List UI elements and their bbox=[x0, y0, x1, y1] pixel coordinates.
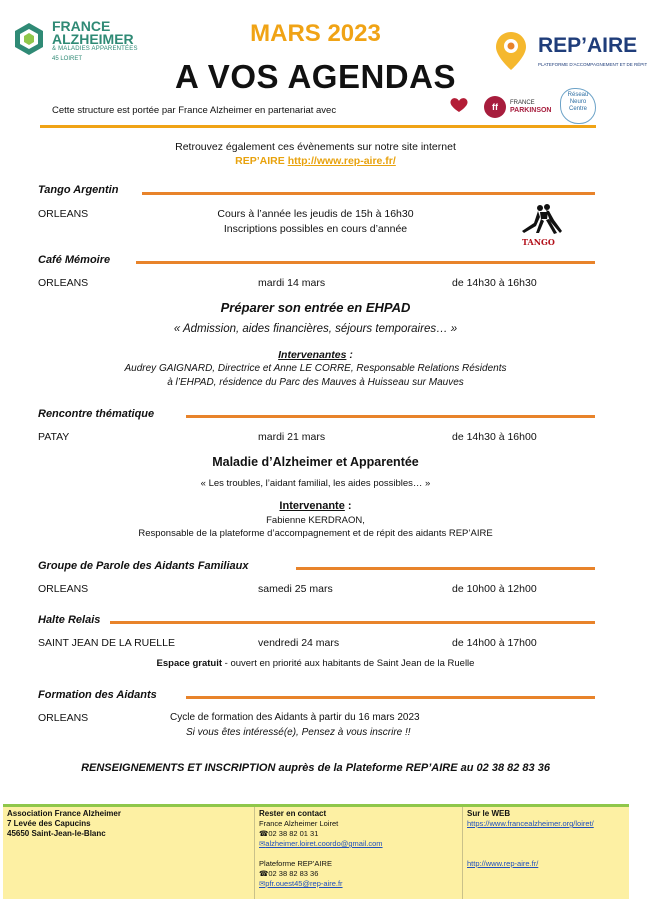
section-rule-tango bbox=[142, 192, 595, 195]
rencontre-speaker-label: Intervenante bbox=[279, 500, 345, 512]
reseau-line1: Réseau bbox=[567, 92, 589, 98]
page-title: A VOS AGENDAS bbox=[175, 58, 456, 95]
footer-col-association bbox=[3, 807, 255, 899]
footer bbox=[3, 804, 629, 899]
france-parkinson-logo bbox=[484, 96, 554, 120]
groupe-time: de 10h00 à 12h00 bbox=[452, 583, 537, 595]
cafe-theme: Préparer son entrée en EHPAD bbox=[220, 300, 411, 315]
cafe-speakers-line1: Audrey GAIGNARD, Directrice et Anne LE CORRE, Responsable Relations Résidents bbox=[124, 363, 507, 374]
heart-icon bbox=[446, 97, 472, 113]
section-rule-halte bbox=[110, 621, 595, 624]
section-title-formation: Formation des Aidants bbox=[38, 689, 157, 701]
reseau-neuro-centre-logo bbox=[560, 88, 596, 124]
header-divider bbox=[40, 125, 596, 128]
halte-note bbox=[0, 658, 631, 669]
footer-mail2-link[interactable]: ✉ pfr.ouest45@rep-aire.fr bbox=[259, 879, 458, 889]
footer-col-contact bbox=[255, 807, 463, 899]
tango-line1: Cours à l’année les jeudis de 15h à 16h30 bbox=[217, 208, 414, 220]
rencontre-speaker-line1: Fabienne KERDRAON, bbox=[266, 515, 365, 526]
rencontre-time: de 14h30 à 16h00 bbox=[452, 431, 537, 443]
footer-address-line2: 45650 Saint-Jean-le-Blanc bbox=[7, 829, 106, 838]
footer-contact-head: Rester en contact bbox=[259, 809, 327, 818]
rencontre-subtitle: « Les troubles, l’aidant familial, les aides possibles… » bbox=[200, 478, 431, 489]
rep-aire-logo bbox=[494, 28, 647, 78]
fp-small: FRANCE bbox=[510, 100, 535, 106]
tango-label: TANGO bbox=[522, 237, 555, 247]
fa-logo-line1: FRANCE bbox=[52, 18, 111, 34]
cafe-speakers-label: Intervenantes bbox=[278, 349, 347, 361]
rencontre-theme: Maladie d’Alzheimer et Apparentée bbox=[212, 455, 419, 469]
rep-aire-pin-icon bbox=[494, 30, 528, 72]
fa-logo-sub: & MALADIES APPARENTÉES bbox=[52, 46, 138, 52]
footer-phone2: ☎ 02 38 82 83 36 bbox=[259, 869, 458, 879]
france-parkinson-emblem-icon: ff bbox=[484, 96, 506, 118]
footer-org1: France Alzheimer Loiret bbox=[259, 819, 339, 828]
cafe-speakers-line2: à l’EHPAD, résidence du Parc des Mauves à Huisseau sur Mauves bbox=[167, 377, 464, 388]
reseau-line2: Neuro bbox=[569, 99, 587, 105]
intro-line: Retrouvez également ces évènements sur notre site internet bbox=[175, 141, 456, 153]
fa-logo-line2: ALZHEIMER bbox=[52, 31, 134, 47]
tango-city: ORLEANS bbox=[38, 208, 89, 220]
cafe-time: de 14h30 à 16h30 bbox=[452, 277, 537, 289]
footer-web-head: Sur le WEB bbox=[467, 809, 511, 818]
section-rule-formation bbox=[186, 696, 595, 699]
formation-line1: Cycle de formation des Aidants à partir du 16 mars 2023 bbox=[170, 712, 420, 723]
halte-note-bold: Espace gratuit bbox=[156, 658, 223, 669]
rencontre-city: PATAY bbox=[38, 431, 70, 443]
portage-statement: Cette structure est portée par France Alzheimer en partenariat avec bbox=[52, 105, 337, 116]
cafe-date: mardi 14 mars bbox=[258, 277, 326, 289]
halte-time: de 14h00 à 17h00 bbox=[452, 637, 537, 649]
tango-line2: Inscriptions possibles en cours d’année bbox=[223, 223, 408, 235]
rep-aire-tagline: PLATEFORME D'ACCOMPAGNEMENT ET DE RÉPIT bbox=[538, 62, 647, 67]
intro-link-line bbox=[0, 154, 631, 168]
intro-url-link[interactable]: http://www.rep-aire.fr/ bbox=[287, 155, 396, 167]
footer-spacer bbox=[259, 849, 458, 859]
halte-date: vendredi 24 mars bbox=[258, 637, 340, 649]
section-title-rencontre: Rencontre thématique bbox=[38, 408, 155, 420]
section-title-tango: Tango Argentin bbox=[38, 184, 119, 196]
cafe-speakers-colon: : bbox=[346, 349, 353, 361]
section-rule-rencontre bbox=[186, 415, 595, 418]
france-parkinson-text bbox=[510, 100, 551, 115]
footer-url2-link[interactable]: http://www.rep-aire.fr/ bbox=[467, 859, 539, 868]
footer-col-web bbox=[463, 807, 629, 899]
footer-association-head: Association France Alzheimer bbox=[7, 809, 121, 818]
footer-mail1-link[interactable]: ✉ alzheimer.loiret.coordo@gmail.com bbox=[259, 839, 458, 849]
fp-big: PARKINSON bbox=[510, 107, 552, 114]
tango-dancers-icon bbox=[514, 203, 570, 237]
footer-address-line1: 7 Levée des Capucins bbox=[7, 819, 91, 828]
reseau-text bbox=[562, 92, 594, 113]
rep-aire-name: REP’AIRE bbox=[538, 34, 638, 57]
intro bbox=[0, 140, 631, 168]
section-title-groupe: Groupe de Parole des Aidants Familiaux bbox=[38, 560, 249, 572]
footer-org2: Plateforme REP’AIRE bbox=[259, 859, 332, 868]
intro-rep: REP’AIRE bbox=[235, 155, 285, 167]
groupe-date: samedi 25 mars bbox=[258, 583, 333, 595]
section-rule-cafe bbox=[136, 261, 595, 264]
reseau-line3: Centre bbox=[568, 106, 587, 112]
cafe-speakers-heading bbox=[0, 349, 631, 361]
footer-phone1: ☎ 02 38 82 01 31 bbox=[259, 829, 458, 839]
cafe-subtitle: « Admission, aides financières, séjours temporaires… » bbox=[173, 323, 458, 335]
formation-city: ORLEANS bbox=[38, 712, 89, 724]
halte-city: SAINT JEAN DE LA RUELLE bbox=[38, 637, 175, 649]
partner-logo-heart bbox=[446, 97, 472, 119]
halte-note-rest: - ouvert en priorité aux habitants de Saint Jean de la Ruelle bbox=[222, 658, 475, 669]
footer-web-spacer bbox=[467, 829, 625, 859]
groupe-city: ORLEANS bbox=[38, 583, 89, 595]
section-rule-groupe bbox=[296, 567, 595, 570]
formation-line2: Si vous êtes intéressé(e), Pensez à vous inscrire !! bbox=[186, 727, 411, 738]
rencontre-speaker-line2: Responsable de la plateforme d’accompagnement et de répit des aidants REP’AIRE bbox=[138, 528, 493, 539]
cafe-city: ORLEANS bbox=[38, 277, 89, 289]
section-title-cafe: Café Mémoire bbox=[38, 254, 111, 266]
section-title-halte: Halte Relais bbox=[38, 614, 101, 626]
rencontre-speaker-colon: : bbox=[344, 500, 352, 512]
rencontre-speaker-heading bbox=[0, 500, 631, 512]
rencontre-date: mardi 21 mars bbox=[258, 431, 326, 443]
tango-illustration bbox=[514, 203, 570, 247]
info-line: RENSEIGNEMENTS ET INSCRIPTION auprès de la Plateforme REP’AIRE au 02 38 82 83 36 bbox=[81, 762, 550, 774]
footer-url1-link[interactable]: https://www.francealzheimer.org/loiret/ bbox=[467, 819, 594, 828]
month-title: MARS 2023 bbox=[250, 20, 381, 47]
fa-logo-dept: 45 LOIRET bbox=[52, 56, 83, 62]
